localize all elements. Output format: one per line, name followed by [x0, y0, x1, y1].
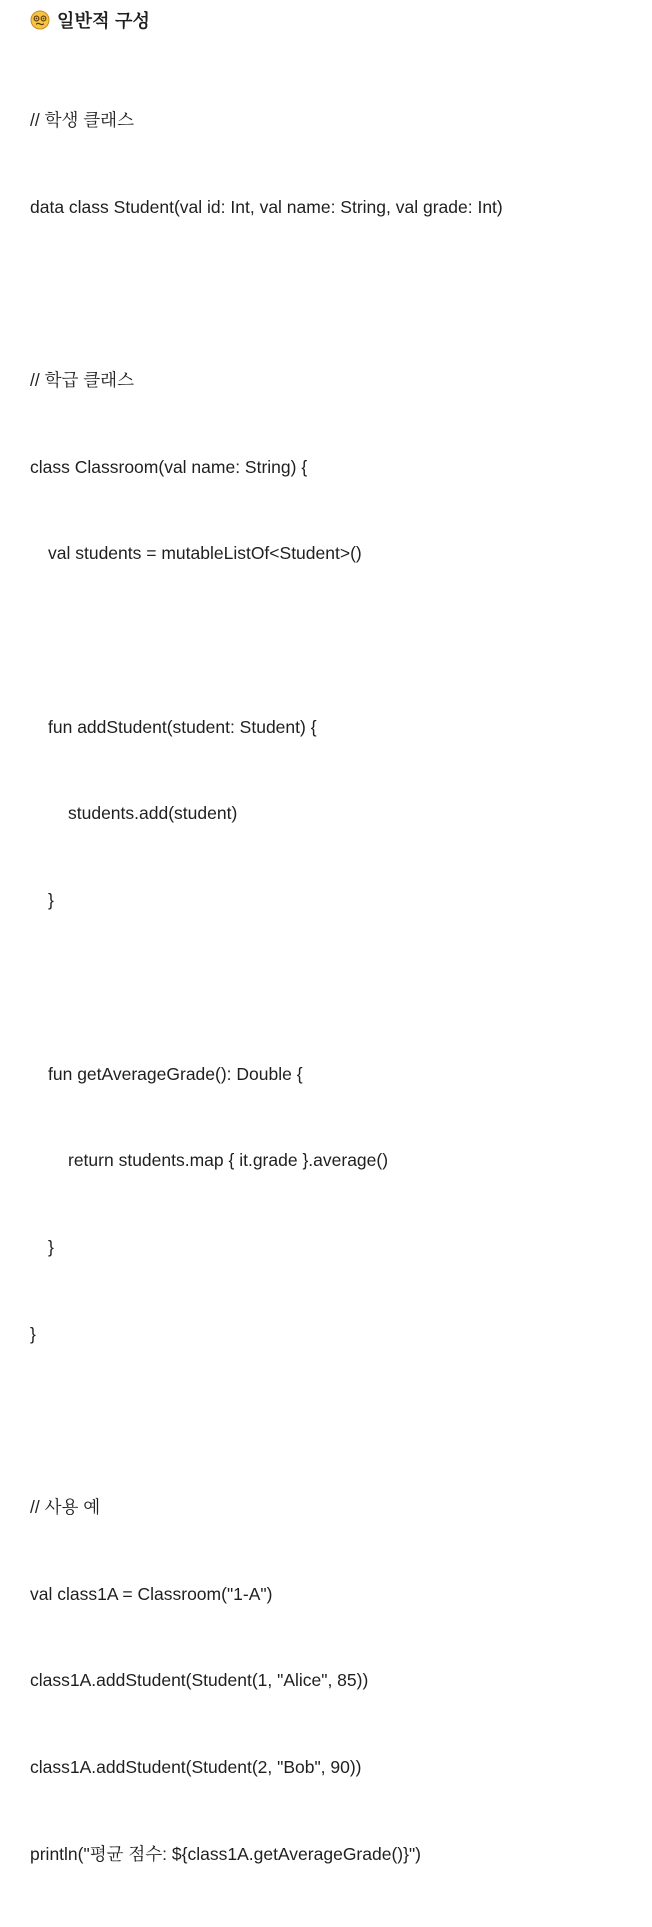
- heading-title: 일반적 구성: [57, 11, 151, 31]
- code-line: class1A.addStudent(Student(2, "Bob", 90)): [30, 1757, 362, 1778]
- code-line: [30, 1406, 503, 1435]
- code-line: fun getAverageGrade(): Double {: [48, 1063, 303, 1084]
- code-line: // 학급 클래스: [30, 369, 134, 390]
- code-line: return students.map { it.grade }.average(): [68, 1150, 389, 1171]
- code-line: fun addStudent(student: Student) {: [48, 716, 317, 737]
- code-line: [30, 279, 503, 308]
- code-line: val students = mutableListOf<Student>(): [48, 543, 362, 564]
- dizzy-face-emoji-icon: [30, 10, 50, 30]
- code-line: data class Student(val id: Int, val name: String, val grade: Int): [30, 196, 503, 217]
- code-line: // 사용 예: [30, 1497, 101, 1518]
- code-line: }: [48, 1236, 54, 1257]
- code-block: [30, 48, 503, 1927]
- code-line: println("평균 점수: ${class1A.getAverageGrade()}"): [30, 1843, 421, 1864]
- code-line: students.add(student): [68, 803, 238, 824]
- code-line: // 학생 클래스: [30, 109, 134, 130]
- code-line: }: [30, 1323, 36, 1344]
- code-line: class Classroom(val name: String) {: [30, 456, 308, 477]
- code-line: }: [48, 890, 54, 911]
- code-line: class1A.addStudent(Student(1, "Alice", 85)): [30, 1670, 369, 1691]
- code-line: [30, 626, 503, 655]
- code-line: val class1A = Classroom("1-A"): [30, 1583, 273, 1604]
- section-heading: [30, 7, 150, 33]
- code-line: [30, 973, 503, 1002]
